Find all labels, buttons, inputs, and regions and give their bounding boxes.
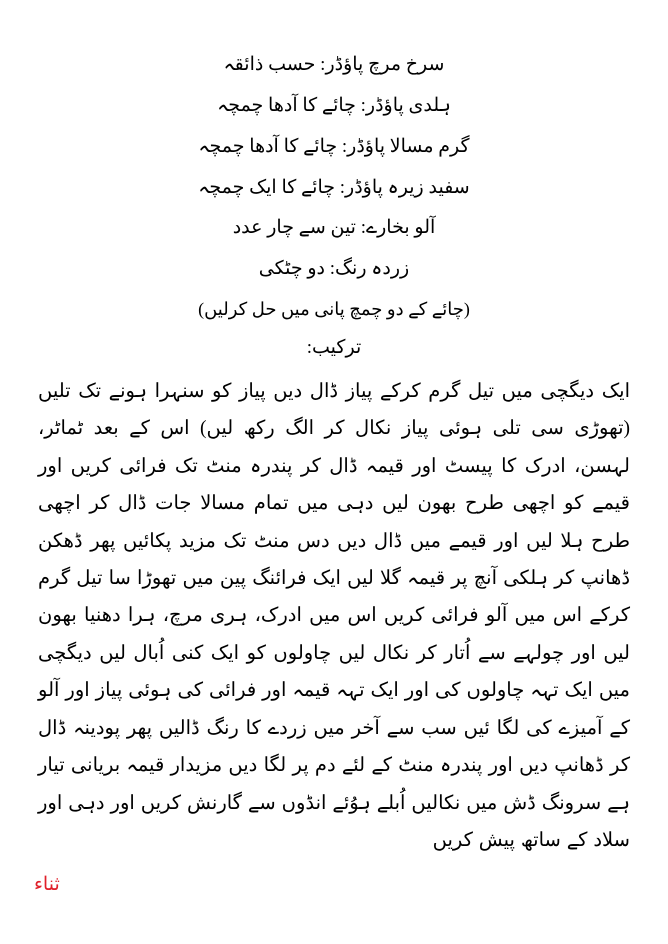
list-item: گرم مسالا پاؤڈر: چائے کا آدھا چمچہ xyxy=(198,135,470,157)
method-body xyxy=(38,373,630,860)
list-item: سرخ مرچ پاؤڈر: حسب ذائقہ xyxy=(223,54,445,75)
list-item: سفید زیرہ پاؤڈر: چائے کا ایک چمچہ xyxy=(198,176,470,198)
method-paragraph: ایک دیگچی میں تیل گرم کرکے پیاز ڈال دیں پیاز کو سنہرا ہونے تک تلیں (تھوڑی سی تلی ہوئی پیاز نکال کر الگ رکھ لیں) اس کے بعد ٹماٹر، لہسن، ادرک کا پیسٹ اور قیمہ ڈال کر پندرہ منٹ تک فرائی کریں اور قیمے کو اچھی طرح بھون لیں دہی میں تمام مسالا جات ڈال کر اچھی طرح ہلا لیں اور قیمے میں ڈال دیں دس منٹ تک مزید پکائیں پھر ڈھکن ڈھانپ کر ہلکی آنچ پر قیمہ گلا لیں ایک فرائنگ پین میں تھوڑا سا تیل گرم کرکے اس میں آلو فرائی کریں اس میں ادرک، ہری مرچ، ہرا دھنیا بھون لیں اور چولہے سے اُتار کر نکال لیں چاولوں کو ایک کنی اُبال لیں دیگچی میں ایک تہہ چاولوں کی اور ایک تہہ قیمہ اور فرائی کی ہوئی پیاز اور آلو کے آمیزے کی لگا ئیں سب سے آخر میں زردے کا رنگ ڈالیں پھر پودینہ ڈال کر ڈھانپ دیں اور پندرہ منٹ کے لئے دم پر لگا دیں مزیدار قیمہ بریانی تیار ہے سرونگ ڈش میں نکالیں اُبلے ہوُئے انڈوں سے گارنش کریں اور دہی اور سلاد کے ساتھ پیش کریں xyxy=(38,380,630,851)
author-signature: ثناء xyxy=(34,874,60,895)
method-heading: ترکیب: xyxy=(306,336,362,358)
ingredients-note: (چائے کے دو چمچ پانی میں حل کرلیں) xyxy=(198,299,470,320)
ingredients-list xyxy=(34,54,634,320)
list-item: ہلدی پاؤڈر: چائے کا آدھا چمچہ xyxy=(217,94,451,116)
list-item: آلو بخارے: تین سے چار عدد xyxy=(232,217,436,239)
list-item: زردہ رنگ: دو چٹکی xyxy=(258,258,410,280)
